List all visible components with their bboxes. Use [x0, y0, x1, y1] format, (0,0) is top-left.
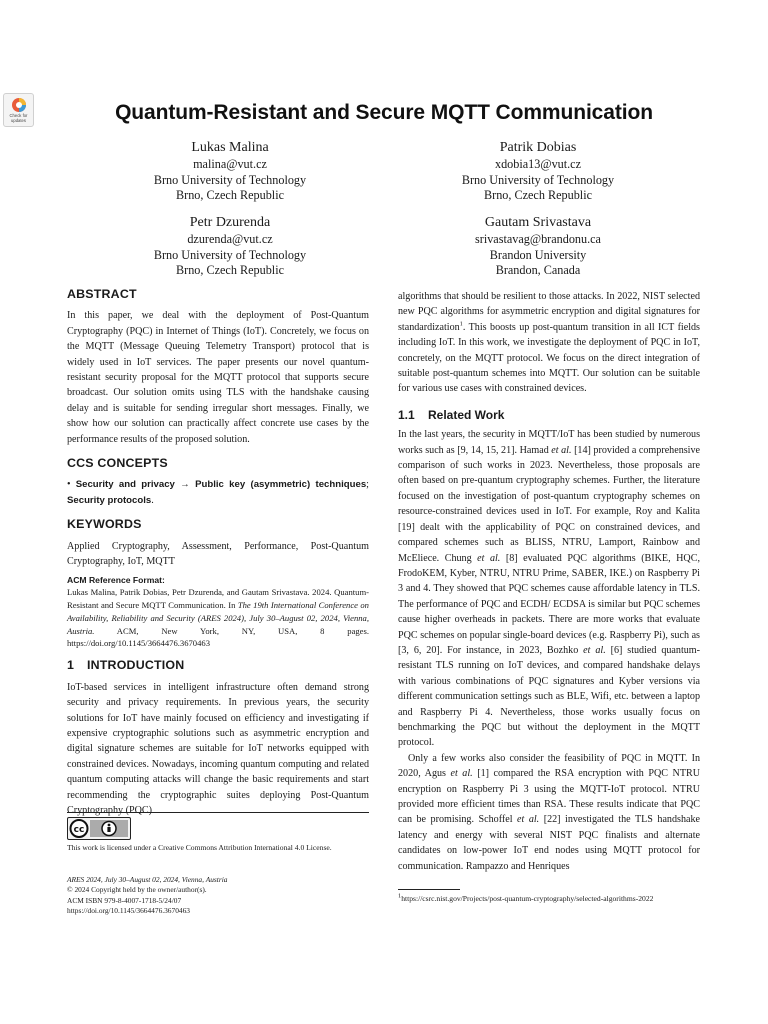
intro-continuation: algorithms that should be resilient to those attacks. In 2022, NIST selected new PQC algorithms for asymmetric encryption and digital signatures for standardization$^1$. This boosts up post-quantum transition in all ICT fields including IoT. In this work, we investigate the deployment of PQC in IoT, concretely, on the MQTT protocol. We focus on the direct integration of suitable post-quantum schemes into MQTT. Our solution can be suitable for various use cases with constrained devices. — [398, 291, 700, 395]
author-name: Gautam Srivastava — [484, 215, 592, 230]
author-affiliation: Brno University of Technology — [461, 172, 615, 187]
right-column — [398, 289, 700, 874]
left-column — [67, 287, 369, 818]
svg-text:cc: cc — [73, 825, 85, 835]
author-location: Brno, Czech Republic — [176, 188, 284, 203]
related-work-heading: 1.1 Related Work — [398, 407, 505, 422]
author-block — [418, 214, 658, 279]
author-block — [110, 214, 350, 279]
badge-label: Check for updates — [9, 113, 28, 123]
author-affiliation: Brno University of Technology — [153, 172, 307, 187]
acm-reference: ACM Reference Format: Lukas Malina, Patrik Dobias, Petr Dzurenda, and Gautam Srivastava. 2024. Quantum-Resistant and Secure MQTT Communication. In The 19th International Conference on Availability, Reliability and Security (ARES 2024), July 30–August 02, 2024, Vienna, Austria. ACM, New York, NY, USA, 8 pages. https://doi.org/10.1145/3664476.3670463 — [67, 574, 369, 649]
ccs-heading: CCS CONCEPTS — [67, 456, 168, 471]
related-work-paragraph: Only a few works also consider the feasibility of PQC in MQTT. In 2020, Agus et al. [1] compared the RSA encryption with PQC NTRU encryption on Raspberry Pi 3 using the MQTT-IoT protocol. NTRU provided more efficient times than RSA. These results indicate that PQC can be promising. Schoffel et al. [22] investigated the TLS handshake latency and energy with several NIST PQC finalists and alternate candidates on low-power IoT end nodes using MQTT protocol for communication. Rampazzo and Henriques — [398, 752, 701, 872]
author-location: Brno, Czech Republic — [176, 263, 284, 278]
author-affiliation: Brandon University — [489, 247, 587, 262]
abstract-text: In this paper, we deal with the deployment of Post-Quantum Cryptography (PQC) in Internet of Things (IoT). Concretely, we focus on the MQTT (Message Queuing Telemetry Transport) protocol that is widely used in IoT services. The paper presents our novel quantum-resistant security proposal for the MQTT protocol that supports secure broadcast. Our solution omits using TLS with the handshake causing delay and is suitable for sending irregular short messages. Finally, we show how our solution can practically affect concrete use cases by the performance results of the proposed solution. — [67, 310, 369, 445]
author-name: Patrik Dobias — [499, 140, 577, 155]
paper-title: Quantum-Resistant and Secure MQTT Communication — [115, 101, 653, 124]
author-name: Lukas Malina — [191, 140, 269, 155]
author-email: xdobia13@vut.cz — [494, 157, 582, 171]
reference-heading: ACM Reference Format: — [67, 574, 165, 585]
copyright-line: © 2024 Copyright held by the owner/author(s). — [67, 885, 207, 895]
footer-divider — [67, 812, 369, 813]
abstract-heading: ABSTRACT — [67, 287, 137, 301]
author-email: dzurenda@vut.cz — [187, 232, 273, 246]
author-location: Brandon, Canada — [495, 263, 581, 278]
footnote-link[interactable]: https://csrc.nist.gov/Projects/post-quantum-cryptography/selected-algorithms-2022 — [401, 894, 654, 903]
related-work-paragraph: In the last years, the security in MQTT/IoT has been studied by numerous works such as [9, 14, 15, 21]. Hamad et al. [14] provided a comprehensive comparison of such works in 2023. Nevertheless, those proposals are often based on pre-quantum cryptography schemes. Further, the literature focused on the investigation of post-quantum cryptography schemes on resource-constrained devices used in IoT. For example, Roy and Kalita [19] dealt with the applicability of PQC on constrained devices, and compared schemes such as BLISS, NTRU, Lamport, Rainbow and McEliece. Chung et al. [8] evaluated PQC algorithms (BIKE, HQC, FrodoKEM, Kyber, NTRU, NTRU Prime, SABER, IKE.) on Raspberry Pi 3 and 4. They showed that PQC schemes cause affordable latency in TLS. The performance of PQC and ECDH/ ECDSA is similar but PQC schemes cause higher overheads in packets. There are more works that evaluate PQC schemes on popular single-board devices (e.g. Raspberry Pi), such as [3, 6, 20]. For instance, in 2023, Bozhko et al. [6] studied quantum-resistant TLS running on IoT devices, and compared handshake delays with various combinations of PQC signatures and Kyber versions via different communication settings such as BLE, Wifi, etc. between a laptop and Raspberry Pi 4. Nevertheless, those works usually focus on benchmarking the PQC but without the deployment in the MQTT protocol. — [398, 429, 701, 749]
license-text: This work is licensed under a Creative Commons Attribution International 4.0 License. — [67, 843, 332, 852]
author-block — [418, 139, 658, 204]
isbn-line: ACM ISBN 979-8-4007-1718-5/24/07 — [67, 895, 182, 905]
author-block — [110, 139, 350, 204]
author-email: malina@vut.cz — [193, 157, 267, 171]
author-email: srivastavag@brandonu.ca — [475, 232, 601, 246]
ccs-concepts: • Security and privacy → Public key (asymmetric) techniques; Security protocols. — [67, 479, 369, 506]
cc-license-badge[interactable] — [67, 817, 131, 840]
publication-meta — [67, 875, 357, 917]
keywords-text: Applied Cryptography, Assessment, Performance, Post-Quantum Cryptography, IoT, MQTT — [67, 540, 369, 568]
intro-heading: 1 INTRODUCTION — [67, 658, 185, 673]
intro-text: IoT-based services in intelligent infrastructure often demand strong security and privacy requirements. In previous years, the security solutions for IoT have mainly focused on efficiency and investigating if expensive cryptographic solutions such as asymmetric encryption and digital signature schemes are suitable for IoT networks equipped with constrained devices. Nowadays, incoming quantum computing and related quantum computing attacks will change the basic requirements and start recommending the cryptographic suites deploying Post-Quantum Cryptography (PQC) — [67, 681, 369, 816]
author-location: Brno, Czech Republic — [484, 188, 592, 203]
doi-link[interactable]: https://doi.org/10.1145/3664476.3670463 — [67, 906, 190, 916]
footnote-marker: 1 — [459, 320, 463, 328]
keywords-heading: KEYWORDS — [67, 517, 142, 532]
author-name: Petr Dzurenda — [189, 215, 271, 230]
conference-line: ARES 2024, July 30–August 02, 2024, Vienna, Austria — [67, 875, 228, 884]
footnote-divider — [398, 889, 460, 890]
author-affiliation: Brno University of Technology — [153, 247, 307, 262]
footnote: $^1$https://csrc.nist.gov/Projects/post-quantum-cryptography/selected-algorithms-2022 — [398, 892, 654, 903]
creative-commons-by-icon — [68, 818, 130, 839]
